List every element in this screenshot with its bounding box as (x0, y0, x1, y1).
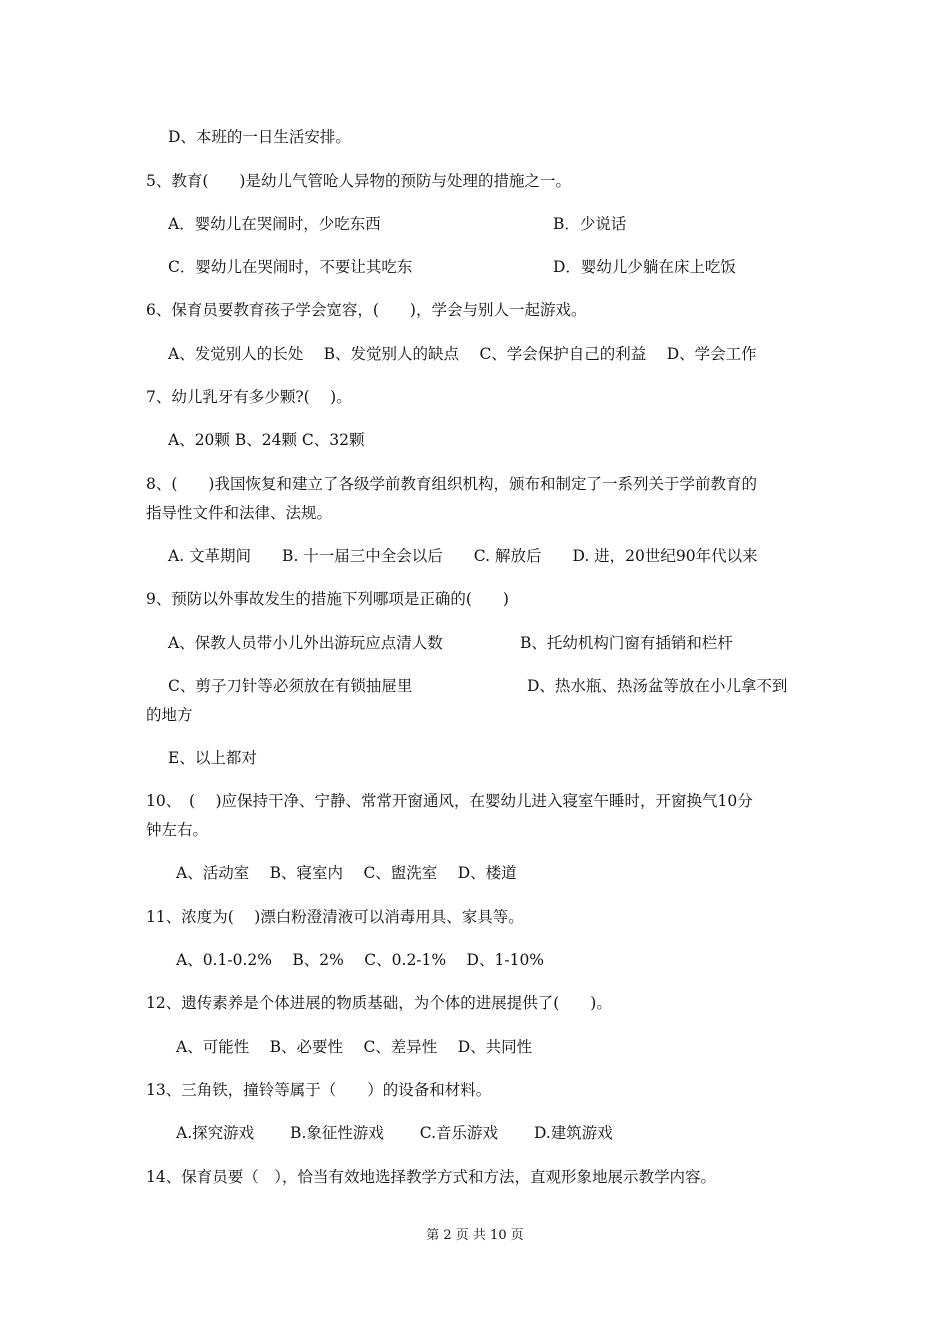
question-6-options: A、发觉别人的长处 B、发觉别人的缺点 C、学会保护自己的利益 D、学会工作 (168, 345, 757, 363)
page-footer: 第 2 页 共 10 页 (426, 1228, 524, 1243)
question-9-option-a: A、保教人员带小儿外出游玩应点清人数 (168, 634, 443, 652)
question-13: 13、三角铁，撞铃等属于（ ）的设备和材料。 (146, 1081, 492, 1099)
question-5-option-b: B．少说话 (553, 215, 627, 233)
question-8: 8、( )我国恢复和建立了各级学前教育组织机构，颁布和制定了一系列关于学前教育的 (146, 475, 757, 493)
question-9-option-b: B、托幼机构门窗有插销和栏杆 (520, 634, 733, 652)
question-6: 6、保育员要教育孩子学会宽容，( )，学会与别人一起游戏。 (146, 301, 587, 319)
question-5-option-c: C．婴幼儿在哭闹时，不要让其吃东 (168, 258, 413, 276)
question-12-options: A、可能性 B、必要性 C、差异性 D、共同性 (176, 1038, 533, 1056)
question-10-continued: 钟左右。 (146, 821, 209, 839)
question-9-option-c: C、剪子刀针等必须放在有锁抽屉里 (168, 677, 413, 695)
question-10: 10、 ( )应保持干净、宁静、常常开窗通风，在婴幼儿进入寝室午睡时，开窗换气10分 (146, 792, 753, 810)
question-9-option-e: E、以上都对 (168, 749, 257, 767)
question-9-option-d-continued: 的地方 (146, 706, 193, 724)
question-10-options: A、活动室 B、寝室内 C、盥洗室 D、楼道 (176, 864, 517, 882)
option-d-line: D、本班的一日生活安排。 (168, 128, 351, 146)
question-13-options: A.探究游戏 B.象征性游戏 C.音乐游戏 D.建筑游戏 (176, 1124, 613, 1142)
question-12: 12、遗传素养是个体进展的物质基础，为个体的进展提供了( )。 (146, 994, 612, 1012)
question-8-options: A. 文革期间 B. 十一届三中全会以后 C. 解放后 D. 进，20世纪90年代以来 (168, 547, 758, 565)
question-11-options: A、0.1-0.2% B、2% C、0.2-1% D、1-10% (176, 951, 545, 969)
question-9-option-d: D、热水瓶、热汤盆等放在小儿拿不到 (527, 677, 788, 695)
question-5: 5、教育( )是幼儿气管呛人异物的预防与处理的措施之一。 (146, 172, 571, 190)
question-7: 7、幼儿乳牙有多少颗?( )。 (146, 388, 352, 406)
question-11: 11、浓度为( )漂白粉澄清液可以消毒用具、家具等。 (146, 908, 524, 926)
question-5-option-a: A．婴幼儿在哭闹时，少吃东西 (168, 215, 381, 233)
question-8-continued: 指导性文件和法律、法规。 (146, 504, 333, 522)
question-7-options: A、20颗 B、24颗 C、32颗 (168, 431, 365, 449)
question-14: 14、保育员要（ ），恰当有效地选择教学方式和方法，直观形象地展示教学内容。 (146, 1168, 716, 1186)
question-5-option-d: D．婴幼儿少躺在床上吃饭 (553, 258, 736, 276)
question-9: 9、预防以外事故发生的措施下列哪项是正确的( ) (146, 590, 509, 608)
